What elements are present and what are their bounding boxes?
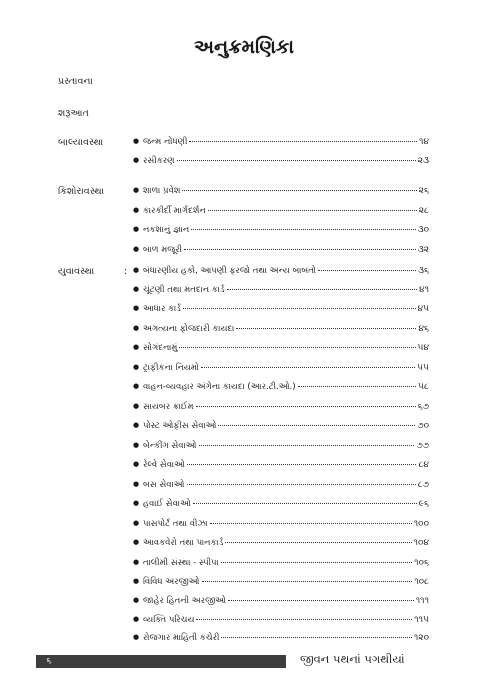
toc-entry[interactable] [133,421,429,433]
dot-leader [187,464,417,465]
entry-page: ૨૬ [418,186,429,196]
entry-title: અગત્યના ફોજદારી કાયદા [143,324,235,334]
bullet-icon: ● [133,225,140,233]
dot-leader [189,141,417,142]
dot-leader [196,619,412,620]
entry-title: રસીકરણ [143,156,175,166]
entry-page: ૮૭ [417,480,429,490]
entry-page: ૧૨૦ [413,633,429,643]
entry-title: આધાર કાર્ડ [143,304,181,314]
dot-leader [183,308,416,309]
dot-leader [227,289,418,290]
entry-page: ૩૦ [417,225,429,235]
toc-entry[interactable] [133,615,429,627]
entry-title: બંધારણીય હકો, આપણી ફરજો તથા અન્ય બાબતો [143,266,317,276]
entry-title: ચૂંટણી તથા મતદાન કાર્ડ [143,285,225,295]
toc-entry[interactable] [133,499,429,511]
dot-leader [208,210,417,211]
dot-leader [184,249,416,250]
entry-page: ૧૧૧ [415,596,429,606]
entry-page: ૭૭ [416,441,429,451]
toc-entry[interactable] [133,633,429,645]
entry-title: વાહન-વ્યવહાર અંગેના કાયદા (આર.ટી.ઓ.) [143,382,296,392]
dot-leader [221,637,411,638]
entry-page: ૧૦૬ [414,558,429,568]
entry-title: તાલીમી સંસ્થા - સ્પીપા [143,558,219,568]
bullet-icon: ● [133,137,140,145]
dot-leader [218,425,415,426]
entry-title: જન્મ નોંધણી [143,137,188,147]
toc-entry[interactable] [133,266,429,278]
dot-leader [199,445,415,446]
bullet-icon: ● [133,499,140,507]
bullet-icon: ● [133,382,140,390]
toc-entry[interactable] [133,245,429,257]
dot-leader [179,347,415,348]
dot-leader [225,542,411,543]
toc-entry[interactable] [133,538,429,550]
dot-leader [182,190,416,191]
entry-title: સોગંદનામું [143,343,178,353]
toc-entry[interactable] [133,137,429,149]
entry-page: ૫૫ [417,363,429,373]
bullet-icon: ● [133,402,140,410]
entry-title: વ્યક્તિ પરિચય [143,615,195,625]
toc-entry[interactable] [133,156,429,168]
bullet-icon: ● [133,460,140,468]
entry-page: ૫૮ [418,382,429,392]
entry-page: ૪૬ [418,324,429,334]
bullet-icon: ● [133,596,140,604]
dot-leader [191,229,415,230]
entry-page: ૪૧ [419,285,429,295]
toc-entry[interactable] [133,460,429,472]
entry-title: બેન્કીંગ સેવાઓ [143,441,197,451]
bullet-icon: ● [133,186,140,194]
section-heading-adolescence: કિશોરાવસ્થા [58,186,105,197]
dot-leader [298,386,417,387]
bullet-icon: ● [133,441,140,449]
entry-title: રેલ્વે સેવાઓ [143,460,185,470]
entry-page: ૮૪ [418,460,429,470]
entry-page: ૭૦ [417,421,429,431]
bullet-icon: ● [133,266,140,274]
dot-leader [177,160,416,161]
entry-title: ટ્રાફીકના નિયમો [143,363,199,373]
toc-entry[interactable] [133,558,429,570]
entry-title: જાહેર હિતની અરજીઓ [143,596,226,606]
bullet-icon: ● [133,421,140,429]
toc-entry[interactable] [133,577,429,589]
bullet-icon: ● [133,285,140,293]
entry-title: નકશાનું જ્ઞાન [143,225,190,235]
entry-page: ૧૦૮ [414,577,429,587]
toc-entry[interactable] [133,285,429,297]
entry-page: ૧૦૪ [413,538,429,548]
entry-page: ૧૪ [419,137,429,147]
toc-entry[interactable] [133,324,429,336]
entry-page: ૬૭ [417,402,429,412]
entry-title: હવાઈ સેવાઓ [143,499,191,509]
entry-page: ૨૩ [417,156,429,166]
bullet-icon: ● [133,206,140,214]
dot-leader [228,600,414,601]
bullet-icon: ● [133,343,140,351]
page-number: ૬ [46,656,52,666]
entry-page: ૪૫ [417,304,429,314]
bullet-icon: ● [133,156,140,164]
bullet-icon: ● [133,480,140,488]
toc-entry[interactable] [133,186,429,198]
dot-leader [201,367,415,368]
toc-entry[interactable] [133,402,429,414]
entry-title: આવકવેરો તથા પાનકાર્ડ [143,538,224,548]
entry-title: બાળ મજૂરી [143,245,183,255]
section-heading-youth: યુવાવસ્થા [58,266,95,277]
dot-leader [221,562,412,563]
entry-page: ૫૪ [417,343,429,353]
bullet-icon: ● [133,577,140,585]
toc-entry[interactable] [133,206,429,218]
book-title-footer: જીવન પથનાં પગથીયાં [300,652,405,666]
entry-title: રોજગાર માહિતી કચેરી [143,633,220,643]
toc-entry[interactable] [133,343,429,355]
dot-leader [187,484,416,485]
toc-entry[interactable] [133,596,429,608]
entry-page: ૩૨ [417,245,429,255]
entry-title: પોસ્ટ ઓફીસ સેવાઓ [143,421,217,431]
toc-entry[interactable] [133,480,429,492]
toc-entry[interactable] [133,304,429,316]
entry-title: બસ સેવાઓ [143,480,185,490]
bullet-icon: ● [133,304,140,312]
front-matter-preface: પ્રસ્તાવના [58,76,93,87]
bullet-icon: ● [133,558,140,566]
entry-page: ૨૮ [418,206,429,216]
bullet-icon: ● [133,363,140,371]
bullet-icon: ● [133,245,140,253]
toc-entry[interactable] [133,441,429,453]
toc-entry[interactable] [133,225,429,237]
toc-entry[interactable] [133,519,429,531]
section-colon: : [124,266,128,277]
bullet-icon: ● [133,615,140,623]
entry-title: સાયબર ક્રાઈમ [143,402,194,412]
dot-leader [202,581,413,582]
entry-page: ૧૧૫ [414,615,429,625]
section-heading-childhood: બાલ્યાવસ્થા [58,137,104,148]
entry-page: ૯૬ [418,499,429,509]
entry-title: પાસપોર્ટ તથા વીઝા [143,519,208,529]
entry-page: ૧૦૦ [413,519,429,529]
dot-leader [210,523,412,524]
bullet-icon: ● [133,519,140,527]
bullet-icon: ● [133,538,140,546]
bullet-icon: ● [133,324,140,332]
entry-title: વિવિધ અરજીઓ [143,577,200,587]
toc-entry[interactable] [133,382,429,394]
entry-page: ૩૬ [417,266,429,276]
footer-bar [36,655,286,668]
dot-leader [193,503,417,504]
toc-entry[interactable] [133,363,429,375]
dot-leader [236,328,416,329]
entry-title: શાળા પ્રવેશ [143,186,181,196]
dot-leader [196,406,416,407]
page-title: અનુક્રમણિકા [194,36,294,58]
entry-title: કારકીર્દી માર્ગદર્શન [143,206,206,216]
bullet-icon: ● [133,633,140,641]
dot-leader [318,270,416,271]
front-matter-introduction: શરૂઆત [58,108,89,119]
